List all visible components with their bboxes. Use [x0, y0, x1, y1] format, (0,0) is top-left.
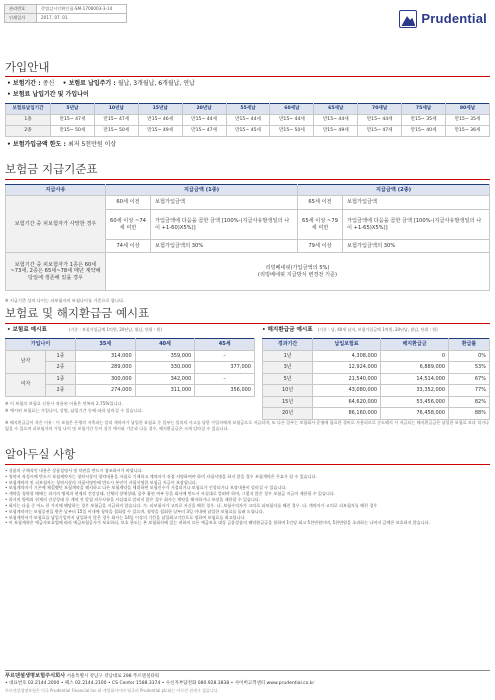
claim-table: [5, 184, 490, 291]
table-row: [263, 396, 490, 408]
table-cell: 만15~ 50세: [51, 126, 95, 137]
refund-label: • 해지환급금 예시표: [262, 327, 313, 333]
table-cell: –: [195, 350, 255, 362]
table-cell: 377,000: [195, 362, 255, 374]
table-cell: 만15~ 40세: [402, 126, 446, 137]
premium-note: ※ 이 보험의 보험료 신용시 적용된 이율은 연복리 2.75%입니다.: [5, 401, 123, 406]
disclaimer: 푸르덴셜생명보험은 미국 Prudential Financial Inc.와 계열회사이며 영국의 Prudential plc와는 아무런 관계가 없습니다.: [5, 687, 219, 693]
age-table-header: 55세납: [226, 104, 270, 115]
table-cell: 274,000: [76, 385, 136, 397]
age-table-header: 5년납: [51, 104, 95, 115]
table-cell: 만15~ 49세: [138, 126, 182, 137]
table-cell: 67%: [449, 373, 490, 385]
table-cell: 만15~ 44세: [358, 115, 402, 126]
claim-age: 65세 이전: [298, 196, 343, 210]
table-cell: 43,080,000: [313, 385, 381, 397]
table-cell: 53,456,000: [381, 396, 449, 408]
rock-icon: [399, 10, 417, 28]
notice-title: 알아두실 사항: [5, 447, 76, 461]
table-cell: –: [195, 373, 255, 385]
list-item: • 과거의 병력과 현재의 건강상태 등 계약 전 알릴 의무사항을 사실대로 알리지 않은 경우 회사는 계약을 해지하거나 보장을 제한할 수 있습니다.: [5, 497, 261, 503]
claim-reason: 보험기간 중 피보험자가 사망한 경우: [6, 196, 106, 253]
table-cell: 289,000: [76, 362, 136, 374]
table-cell: 만15~ 47세: [94, 115, 138, 126]
table-cell: 0: [381, 350, 449, 362]
refund-header: 납입보험료: [313, 339, 381, 351]
premium-left-label: • 보험료 예시표: [7, 327, 47, 333]
claim-age: 65세 이상 ~79세 미만: [298, 210, 343, 240]
table-row: [6, 196, 490, 210]
list-item: • 보험계약자가 기존에 체결했던 보험계약을 해지하고 다른 보험계약을 체결하면 보험인수가 거절되거나 보험료가 인상되거나 보장내용이 달라질 수 있습니다.: [5, 485, 287, 491]
refund-table-title: [262, 327, 438, 334]
table-cell: 만15~ 44세: [270, 115, 314, 126]
refund-sub: (기준 : 남, 40세 남자, 보험가입금액 1억원, 20년납, 월납, 단위 : 원): [317, 327, 438, 332]
table-cell: 만15~ 50세: [270, 126, 314, 137]
type-label: 2종: [46, 385, 76, 397]
refund-table: [262, 338, 490, 420]
company-address: 서울특별시 강남구 강남대로 298 푸르덴셜타워: [66, 674, 160, 679]
table-cell: 만15~ 47세: [358, 126, 402, 137]
premium-header: 가입나이: [6, 339, 76, 351]
age-table-header: 20년납: [182, 104, 226, 115]
table-cell: 342,000: [135, 373, 195, 385]
claim-amount: 보험가입금액의 30%: [151, 240, 298, 253]
table-cell: 만15~ 35세: [446, 115, 490, 126]
claim-reason: 보험기간 중 피보험자가 1종은 60세~73세, 2종은 65세~78세 매년 계약해당일에 생존해 있을 경우: [6, 253, 106, 291]
table-cell: 6,889,000: [381, 362, 449, 374]
age-table-corner: 보험료납입기간: [6, 104, 51, 115]
min-premium-label: • 보험가입금액 한도 :: [7, 141, 68, 148]
prudential-logo: [399, 10, 487, 28]
living-benefit-note: (리빙베네핏 지급방식 변경전 기준): [257, 271, 338, 278]
list-item: • 보험계약자가 보험료를 납입기일까지 납입하지 않은 경우 회사는 14일 이상의 기간을 납입최고기간으로 정하여 보험료를 최고합니다.: [5, 514, 246, 520]
section-divider: [5, 464, 490, 465]
type-label: 1종: [46, 373, 76, 385]
table-cell: 311,000: [135, 385, 195, 397]
notice-list: [5, 468, 490, 526]
period-cell: 1년: [263, 350, 313, 362]
table-cell: 만15~ 47세: [182, 126, 226, 137]
table-cell: 359,000: [135, 350, 195, 362]
guide-min-premium: [7, 141, 116, 149]
table-cell: 330,000: [135, 362, 195, 374]
meta-key: 인쇄일자: [5, 14, 37, 23]
table-cell: 77%: [449, 385, 490, 397]
age-table-header: 15년납: [138, 104, 182, 115]
section-divider: [5, 323, 490, 324]
page-footer: [5, 670, 490, 694]
claim-amount: 보험가입금액: [343, 196, 490, 210]
logo-text: Prudential: [421, 10, 487, 26]
list-item: • 보험계약자 및 피보험자는 청약서상의 자필서명란에 반드시 본인이 자필서명한 보험금 지급이 보장됩니다.: [5, 479, 198, 485]
table-row: [6, 126, 490, 137]
meta-key: 관리번호: [5, 5, 37, 14]
cycle-value: 월납, 3개월납, 6개월납, 연납: [117, 80, 195, 87]
section-divider: [5, 179, 490, 180]
table-cell: 만15~ 45세: [226, 126, 270, 137]
list-item: • 계약을 청약할 때에는 과거의 병력과 현재의 건강상태, 신체의 장애상태, 음주 흡연 여부 등을 회사에 반드시 사실대로 알려야 하며, 그렇지 않은 경우 보험금 지급이 제한될 수 있습니다.: [5, 491, 336, 497]
table-row: [6, 350, 255, 362]
table-cell: 356,000: [195, 385, 255, 397]
gender-label: 남자: [6, 350, 46, 373]
claim-amount: 가입금액에 다음을 곱한 금액 [100%-(지급사유발생일의 나이 +1-65)X5%)]: [343, 210, 490, 240]
row-label: 1종: [6, 115, 51, 126]
list-item: • 청약서 작성시에 반드시 보험계약자는 청약서상의 청약내용을 자필로 기재하고 계약자가 직접 서명하여야 하며 자필서명을 하지 않을 경우 보험계약은 무효가 될 수 있습니다.: [5, 473, 317, 479]
refund-header: 환급률: [449, 339, 490, 351]
claim-header: 지급사유: [6, 185, 106, 196]
meta-table: [4, 4, 127, 23]
claim-amount: 가입금액에 다음을 곱한 금액 [100%-(지급사유발생일의 나이 +1-60)X5%)]: [151, 210, 298, 240]
table-cell: 314,000: [76, 350, 136, 362]
premium-header: 40세: [135, 339, 195, 351]
claim-age: 74세 이상: [106, 240, 151, 253]
min-premium-value: 최저 5천만원 이상: [67, 141, 117, 148]
claim-amount: 보험가입금액: [151, 196, 298, 210]
claim-age: 60세 이전: [106, 196, 151, 210]
table-cell: 14,514,000: [381, 373, 449, 385]
living-benefit-amount: 리빙베네핏(가입금액의 5%): [265, 265, 330, 271]
age-table-header: 75세납: [402, 104, 446, 115]
period-cell: 10년: [263, 385, 313, 397]
age-table-header: 70세납: [358, 104, 402, 115]
table-row: [263, 373, 490, 385]
table-cell: 만15~ 44세: [226, 115, 270, 126]
type-label: 2종: [46, 362, 76, 374]
list-item: • 보험계약자는 보험증권을 받은 날부터 15일 이내에 청약을 철회할 수 있으며, 청약을 철회한 날부터 3일 이내에 납입한 보험료를 돌려 드립니다.: [5, 508, 265, 514]
table-cell: 12,924,000: [313, 362, 381, 374]
gender-label: 여자: [6, 373, 46, 396]
premium-title: 보험료 및 해지환급금 예시표: [5, 306, 150, 320]
period-label: • 보험기간 :: [7, 80, 43, 87]
table-cell: 만15~ 50세: [94, 126, 138, 137]
list-item: • 이 보험계약은 예금자보호법에 따라 예금보험공사가 보호하되, 보호 한도는 본 보험회사에 있는 귀하의 모든 예금보호 대상 금융상품의 해약환급금을 합하여 1인당 최고 5천만원이며, 5천만원을 초과하는 나머지 금액은 보호하지 않습니다.: [5, 520, 430, 526]
company-contacts: • 대표번호 02.2144.2000 • 팩스 02.2144.2100 • CS Center 1588.3374 • 수신자부담전화 080.928.3838 • 사이버고객센터 www.prudential.co.kr: [5, 680, 315, 686]
table-cell: 4,308,000: [313, 350, 381, 362]
table-cell: 21,540,000: [313, 373, 381, 385]
period-value: 종신: [42, 80, 55, 87]
table-row: [6, 373, 255, 385]
table-cell: 33,352,000: [381, 385, 449, 397]
meta-value: 준법감시인확인필-SM-1706003-3-14: [37, 5, 127, 14]
guide-title: 가입안내: [5, 60, 50, 74]
period-cell: 15년: [263, 396, 313, 408]
table-cell: 만15~ 47세: [51, 115, 95, 126]
period-cell: 20년: [263, 408, 313, 420]
period-cell: 5년: [263, 373, 313, 385]
cycle-label: • 보험료 납입주기 :: [62, 80, 118, 87]
type-label: 1종: [46, 350, 76, 362]
table-row: [263, 408, 490, 420]
table-cell: 76,458,000: [381, 408, 449, 420]
table-row: [263, 362, 490, 374]
table-cell: 만15~ 49세: [314, 126, 358, 137]
list-item: • 회사는 다음 중 어느 한 가지에 해당하는 경우 보험금을 지급하지 않습니다. 가. 피보험자가 고의로 자신을 해친 경우. 나. 보험수익자가 고의로 피보험자를 해친 경우. 다. 계약자가 고의로 피보험자를 해친 경우: [5, 502, 378, 508]
meta-value: 2017. 07. 01: [37, 14, 127, 23]
guide-line1: [7, 80, 195, 88]
claim-header: 지급금액 (2종): [298, 185, 490, 196]
section-divider: [5, 76, 490, 77]
table-cell: 만15~ 44세: [182, 115, 226, 126]
table-row: [263, 385, 490, 397]
table-row: [263, 350, 490, 362]
table-cell: 0%: [449, 350, 490, 362]
table-cell: 만15~ 36세: [446, 126, 490, 137]
claim-living-benefit: [106, 253, 490, 291]
document-header: [0, 0, 495, 40]
table-cell: 300,000: [76, 373, 136, 385]
premium-table: [5, 338, 255, 397]
company-name: 푸르덴셜생명보험주식회사: [5, 673, 66, 679]
age-table-header: 10년납: [94, 104, 138, 115]
claim-note: ※ 지급기준 상의 나이는 피보험자의 보험나이를 기준으로 합니다.: [5, 298, 125, 303]
claim-amount: 보험가입금액의 30%: [343, 240, 490, 253]
age-table-header: 65세납: [314, 104, 358, 115]
refund-header: 해지환급금: [381, 339, 449, 351]
age-table-header: 60세납: [270, 104, 314, 115]
table-cell: 82%: [449, 396, 490, 408]
row-label: 2종: [6, 126, 51, 137]
claim-age: 79세 이상: [298, 240, 343, 253]
claim-header: 지급금액 (1종): [106, 185, 298, 196]
guide-line2: • 보험료 납입기간 및 가입나이: [7, 91, 89, 98]
table-cell: 64,620,000: [313, 396, 381, 408]
period-cell: 3년: [263, 362, 313, 374]
premium-left-sub: (기준 : 보험가입금액 1억원, 20년납, 월납, 단위 : 원): [68, 327, 162, 332]
table-cell: 53%: [449, 362, 490, 374]
age-table-header: 80세납: [446, 104, 490, 115]
claim-age: 60세 이상 ~74세 미만: [106, 210, 151, 240]
table-row: [6, 253, 490, 291]
table-cell: 만15~ 46세: [138, 115, 182, 126]
premium-note: ※ 예시된 보험료는 가입나이, 성별, 납입기간 등에 따라 달라질 수 있습니다.: [5, 408, 144, 413]
refund-header: 경과기간: [263, 339, 313, 351]
table-cell: 86,160,000: [313, 408, 381, 420]
table-row: [6, 115, 490, 126]
table-cell: 88%: [449, 408, 490, 420]
age-table: [5, 103, 490, 137]
premium-header: 45세: [195, 339, 255, 351]
claim-title: 보험금 지급기준표: [5, 162, 98, 176]
premium-left-title: [7, 327, 162, 334]
refund-explanation: ※ 해지환급금이 적은 이유 : 이 보험은 은행의 저축과는 달리 계약자가 납입한 보험료 중 일부는 불의의 사고를 당한 가입자에게 보험금으로 지급되며, 또 다른 일부는 보험회사 운영에 필요한 경비로 사용되므로 중도해지 시 지급되는 해지환급금은 납입한 보험료 보다 적거나 없을 수 있으며 피보험자의 가입 나이 및 보험기간 등이 상기 예시와 기준과 다를 경우, 해지환급금은 크게 달라질 수 있습니다.: [5, 420, 489, 431]
list-item: • 상품의 구체적인 내용은 상품설명서 및 약관을 반드시 참조하시기 바랍니다.: [5, 468, 144, 473]
table-cell: 만15~ 35세: [402, 115, 446, 126]
premium-header: 35세: [76, 339, 136, 351]
table-cell: 만15~ 44세: [314, 115, 358, 126]
